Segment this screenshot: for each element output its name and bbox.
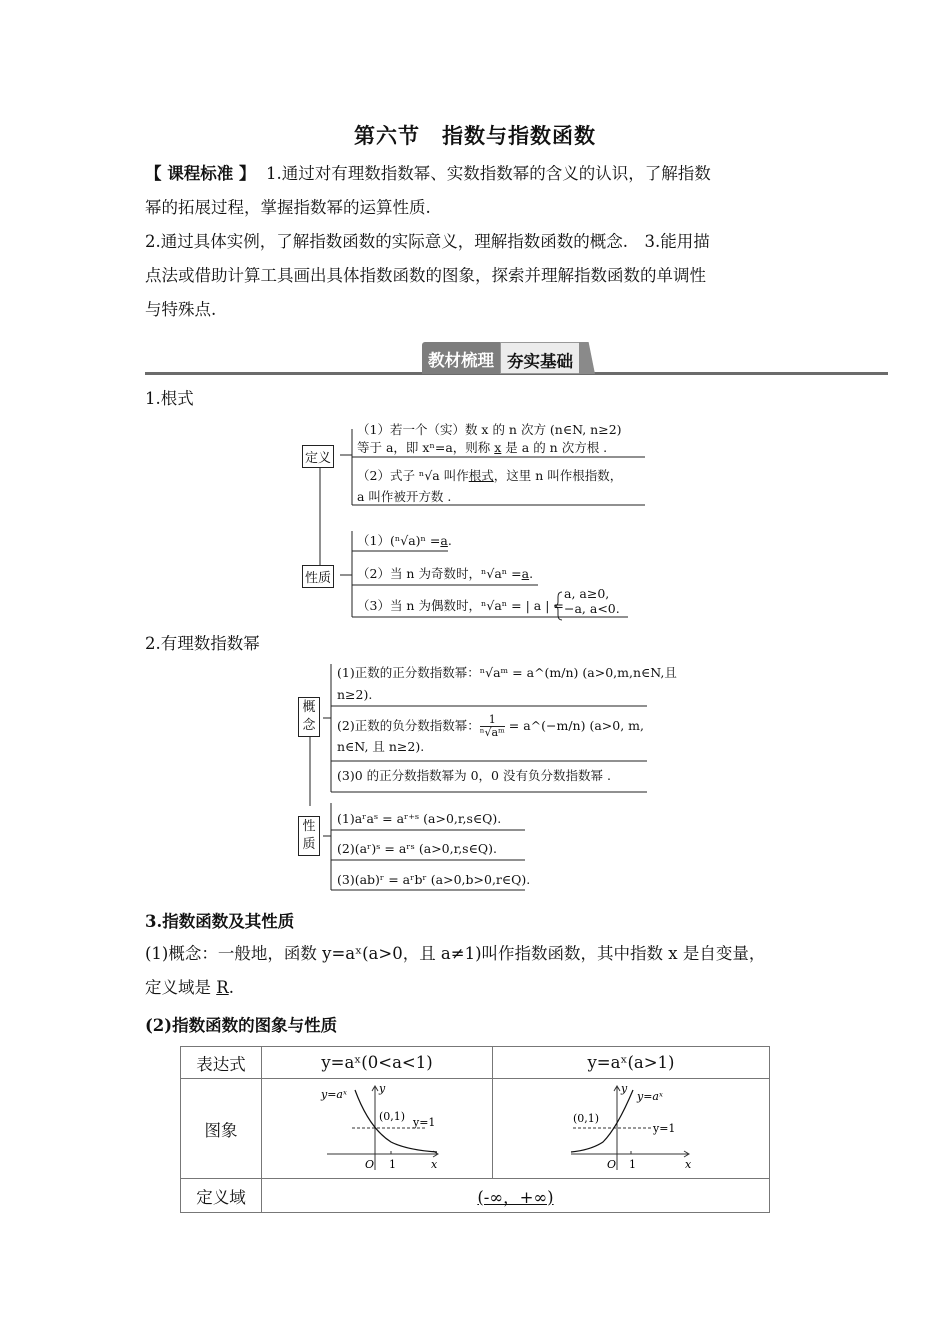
exp-concept-line2 (145, 971, 815, 1005)
g2-curve-label: y=aˣ (637, 1089, 663, 1103)
power-rule-1: (1)aʳaˢ = aʳ⁺ˢ (a>0,r,s∈Q). (337, 811, 502, 826)
power-concept-3: (3)0 的正分数指数幂为 0，0 没有负分数指数幂 . (337, 768, 611, 783)
c2-denominator: ⁿ√aᵐ (479, 726, 505, 739)
c2-numerator: 1 (480, 714, 505, 727)
c2-tail: = a^(−m/n) (a>0, m, (504, 718, 644, 733)
radical-prop-2: （2）当 n 为奇数时，ⁿ√aⁿ =a. (357, 566, 534, 581)
g1-origin: O (365, 1157, 375, 1171)
g2-line-label: y=1 (653, 1121, 676, 1135)
c2-text: (2)正数的负分数指数幂： (337, 718, 480, 733)
sec3-heading: 3.指数函数及其性质 (145, 912, 295, 931)
power-rule-3: (3)(ab)ʳ = aʳbʳ (a>0,b>0,r∈Q). (337, 872, 531, 887)
power-concept-2a (337, 714, 644, 739)
cell-graph-label: 图象 (181, 1079, 262, 1179)
banner-left: 教材梳理 (422, 342, 500, 374)
g2-axis-x: x (685, 1157, 692, 1171)
g2-axis-y: y (621, 1081, 628, 1095)
standard-text-5: 与特殊点. (145, 300, 217, 319)
course-standard (145, 157, 815, 327)
def1-tail: 是 a 的 n 次方根 . (501, 440, 608, 455)
exp-function-table (180, 1046, 770, 1213)
page-title: 第六节 指数与指数函数 (354, 123, 596, 148)
p2-text: （2）当 n 为奇数时，ⁿ√aⁿ = (357, 566, 522, 581)
def1-blank: x (494, 440, 502, 455)
banner-tab (579, 342, 595, 374)
def2-tail: ，这里 n 叫作根指数， (493, 468, 623, 483)
def2-line1 (357, 467, 622, 484)
case-2: −a, a<0. (564, 601, 620, 616)
power-concept-2b: n∈N, 且 n≥2). (337, 739, 425, 754)
table-row-graph (181, 1079, 770, 1179)
g2-point-label: (0,1) (573, 1111, 600, 1125)
def1-text: 等于 a，即 xⁿ=a，则称 (357, 440, 495, 455)
domain-text: 定义域是 (145, 978, 217, 997)
def1-line1: （1）若一个（实）数 x 的 n 次方 (n∈N, n≥2) (357, 422, 622, 437)
cell-graph-decay (262, 1079, 493, 1179)
cell-graph-growth (493, 1079, 770, 1179)
g1-point-label: (0,1) (379, 1109, 406, 1123)
decay-graph (307, 1082, 447, 1172)
sec1-heading: 1.根式 (145, 389, 194, 408)
exp-concept-line1: (1)概念：一般地，函数 y=aˣ(a>0，且 a≠1)叫作指数函数，其中指数 x 是自变量， (145, 944, 766, 963)
g1-tick: 1 (389, 1157, 396, 1171)
g1-axis-y: y (379, 1081, 386, 1095)
domain-blank: R (216, 978, 229, 997)
case-1: a, a≥0, (564, 586, 610, 601)
standard-text-3: 2.通过具体实例，了解指数函数的实际意义，理解指数函数的概念. 3.能用描 (145, 232, 710, 251)
def-label-box: 定义 (302, 445, 334, 468)
def2-blank: 根式 (468, 468, 494, 483)
radical-prop-3: （3）当 n 为偶数时，ⁿ√aⁿ = | a | = (357, 598, 564, 613)
g2-origin: O (607, 1157, 617, 1171)
power-concept-1a: (1)正数的正分数指数幂：ⁿ√aᵐ = a^(m/n) (a>0,m,n∈N,且 (337, 665, 677, 680)
domain-tail: . (228, 978, 234, 997)
p2-blank: a (521, 566, 530, 581)
sec2-heading: 2.有理数指数幂 (145, 634, 260, 653)
standard-text-4: 点法或借助计算工具画出具体指数函数的图象，探索并理解指数函数的单调性 (145, 266, 706, 285)
graph-heading: (2)指数函数的图象与性质 (145, 1016, 338, 1035)
power-prop-label-box: 性质 (298, 816, 320, 856)
table-row-header (181, 1047, 770, 1079)
c2-fraction (480, 714, 505, 739)
standard-label: 【 课程标准 】 (145, 164, 256, 183)
g2-tick: 1 (629, 1157, 636, 1171)
g1-curve-label: y=aˣ (321, 1087, 347, 1101)
table-row-domain (181, 1179, 770, 1213)
cell-expr-label: 表达式 (181, 1047, 262, 1079)
cell-col1: y=aˣ(0<a<1) (262, 1047, 493, 1079)
p1-text: （1）(ⁿ√a)ⁿ = (357, 533, 441, 548)
def2-text: （2）式子 ⁿ√a 叫作 (357, 468, 469, 483)
standard-text-2: 幂的拓展过程，掌握指数幂的运算性质. (145, 198, 431, 217)
cell-domain-value: (-∞，+∞) (262, 1179, 770, 1213)
section-banner (422, 342, 595, 374)
cell-domain-label: 定义域 (181, 1179, 262, 1213)
exp-concept (145, 937, 815, 1005)
radical-prop-3-cases (564, 586, 620, 616)
radical-prop-1: （1）(ⁿ√a)ⁿ =a. (357, 533, 452, 548)
def2-line2: a 叫作被开方数 . (357, 489, 452, 504)
prop-label-box: 性质 (302, 565, 334, 588)
cell-col2: y=aˣ(a>1) (493, 1047, 770, 1079)
p1-blank: a (440, 533, 448, 548)
banner-right: 夯实基础 (500, 342, 579, 374)
power-concept-1b: n≥2). (337, 687, 373, 702)
growth-graph (561, 1082, 701, 1172)
concept-label-box: 概念 (298, 697, 320, 737)
g1-axis-x: x (431, 1157, 438, 1171)
power-rule-2: (2)(aʳ)ˢ = aʳˢ (a>0,r,s∈Q). (337, 841, 497, 856)
standard-text-1: 1.通过对有理数指数幂、实数指数幂的含义的认识，了解指数 (266, 164, 711, 183)
def1-line2 (357, 439, 607, 456)
g1-line-label: y=1 (413, 1115, 436, 1129)
